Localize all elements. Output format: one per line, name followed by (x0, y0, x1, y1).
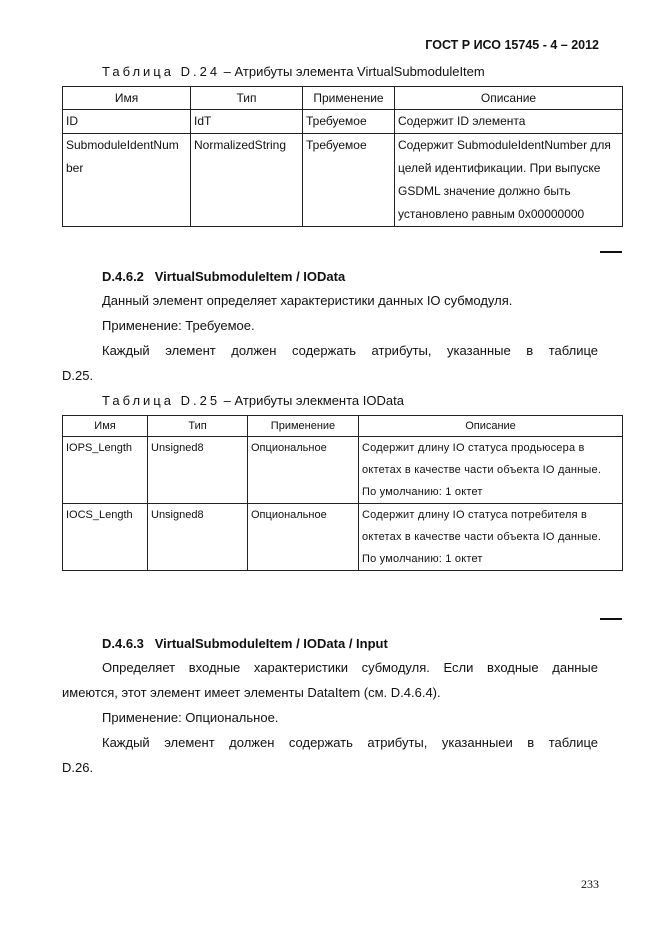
column-header-name: Имя (63, 87, 191, 110)
cell-name: IOPS_Length (63, 437, 148, 504)
page-number: 233 (581, 877, 599, 891)
paragraph: Каждый элемент должен содержать атрибуты, указанныеи в таблице (102, 735, 598, 750)
paragraph: Данный элемент определяет характеристики данных IO субмодуля. (102, 293, 513, 308)
table-d24-caption-text: – Атрибуты элемента VirtualSubmoduleItem (220, 64, 485, 79)
column-header-usage: Применение (303, 87, 395, 110)
cell-usage: Требуемое (303, 134, 395, 227)
cell-type: Unsigned8 (148, 437, 248, 504)
description-text: Содержит длину IO статуса продьюсера в октетах в качестве части объекта IO данные. (362, 442, 602, 476)
description-text: Содержит длину IO статуса потребителя в октетах в качестве части объекта IO данные. (362, 509, 602, 543)
table-row (63, 134, 623, 227)
table-d25 (62, 415, 623, 571)
column-header-name: Имя (63, 416, 148, 437)
standard-header: ГОСТ Р ИСО 15745 - 4 – 2012 (425, 38, 599, 52)
default-value: По умолчанию: 1 октет (362, 553, 483, 565)
table-header-row (63, 87, 623, 110)
table-d24 (62, 86, 623, 227)
table-row (63, 437, 623, 504)
cell-description: Содержит SubmoduleIdentNumber для целей идентификации. При выпуске GSDML значение должно быть установлено равным 0x00000000 (395, 134, 623, 227)
table-d24-caption-prefix: Таблица D.24 (102, 64, 221, 79)
cell-type: NormalizedString (191, 134, 303, 227)
table-end-mark (600, 251, 622, 253)
paragraph: Определяет входные характеристики субмодуля. Если входные данные (102, 660, 598, 675)
table-row (63, 504, 623, 571)
table-d25-caption (102, 393, 404, 408)
table-header-row (63, 416, 623, 437)
cell-name: IOCS_Length (63, 504, 148, 571)
table-d25-caption-text: – Атрибуты элекмента IOData (220, 393, 404, 408)
column-header-usage: Применение (248, 416, 359, 437)
cell-usage: Опциональное (248, 437, 359, 504)
column-header-description: Описание (359, 416, 623, 437)
cell-type: IdT (191, 110, 303, 134)
paragraph-continuation: D.26. (62, 760, 94, 775)
cell-usage: Требуемое (303, 110, 395, 134)
cell-type: Unsigned8 (148, 504, 248, 571)
cell-usage: Опциональное (248, 504, 359, 571)
cell-description: Содержит ID элемента (395, 110, 623, 134)
paragraph: Применение: Опциональное. (102, 710, 279, 725)
paragraph-continuation: имеются, этот элемент имеет элементы DataItem (см. D.4.6.4). (62, 685, 441, 700)
section-heading-d463: D.4.6.3 VirtualSubmoduleItem / IOData / Input (102, 636, 388, 651)
table-d24-caption (102, 64, 485, 79)
cell-name: ID (63, 110, 191, 134)
column-header-type: Тип (191, 87, 303, 110)
section-heading-d462: D.4.6.2 VirtualSubmoduleItem / IOData (102, 269, 346, 284)
paragraph: Применение: Требуемое. (102, 318, 255, 333)
column-header-description: Описание (395, 87, 623, 110)
default-value: По умолчанию: 1 октет (362, 486, 483, 498)
cell-description (359, 504, 623, 571)
paragraph: Каждый элемент должен содержать атрибуты, указанные в таблице (102, 343, 598, 358)
paragraph-continuation: D.25. (62, 368, 94, 383)
table-row (63, 110, 623, 134)
table-end-mark (600, 618, 622, 620)
column-header-type: Тип (148, 416, 248, 437)
cell-description (359, 437, 623, 504)
table-d25-caption-prefix: Таблица D.25 (102, 393, 221, 408)
cell-name: SubmoduleIdentNum ber (63, 134, 191, 227)
